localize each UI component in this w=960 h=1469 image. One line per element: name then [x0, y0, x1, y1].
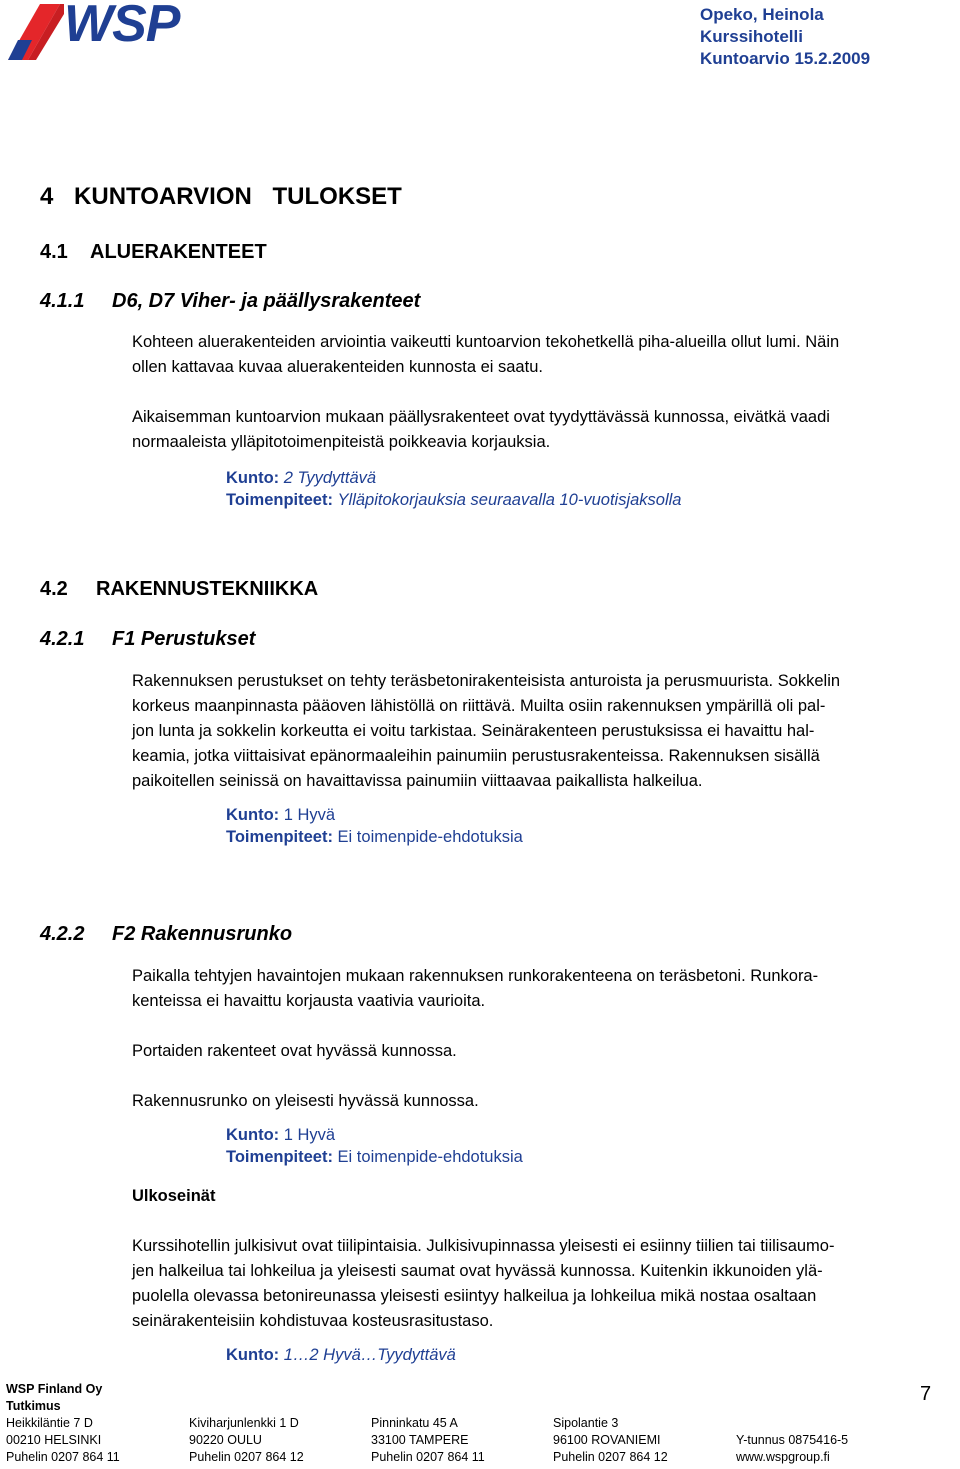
footer-line: Pinninkatu 45 A [371, 1416, 458, 1430]
paragraph [132, 1089, 932, 1114]
page-number: 7 [920, 1383, 932, 1405]
footer-address-rovaniemi [553, 1415, 733, 1466]
condition-summary [226, 1124, 523, 1168]
condition-value: 2 Tyydyttävä [283, 469, 377, 487]
heading-section-4-1-1 [40, 290, 420, 313]
heading-section-4-1 [40, 241, 267, 264]
footer-line: Heikkiläntie 7 D [6, 1416, 93, 1430]
footer-address-tampere [371, 1415, 551, 1466]
actions-label: Toimenpiteet: [226, 1148, 333, 1166]
heading-section-4-2 [40, 578, 318, 601]
heading-title: F2 Rakennusrunko [112, 923, 293, 945]
condition-value: 1 Hyvä [283, 1126, 336, 1144]
actions-label: Toimenpiteet: [226, 491, 333, 509]
heading-section-4-2-2 [40, 923, 292, 946]
heading-number: 4.1.1 [40, 290, 85, 312]
footer-line: 96100 ROVANIEMI [553, 1433, 661, 1447]
text-line: paikoitellen seinissä on havaittavissa painumiin viittaavaa paikallista halkeilua. [132, 772, 703, 790]
heading-number: 4.1 [40, 241, 68, 263]
footer-line [736, 1415, 936, 1432]
condition-label: Kunto: [226, 469, 280, 487]
text-line: Rakennuksen perustukset on tehty teräsbetonirakenteisista anturoista ja perusmuurista. Sokkelin [132, 672, 841, 690]
text-line: Paikalla tehtyjen havaintojen mukaan rakennuksen runkorakenteena on teräsbetoni. Runkora- [132, 967, 819, 985]
heading-number: 4 [40, 183, 54, 210]
footer-line: Puhelin 0207 864 12 [553, 1450, 668, 1464]
footer-line: 00210 HELSINKI [6, 1433, 102, 1447]
actions-label: Toimenpiteet: [226, 828, 333, 846]
heading-number: 4.2 [40, 578, 68, 600]
text-line: seinärakenteisiin kohdistuvaa kosteusrasitustaso. [132, 1312, 494, 1330]
paragraph [132, 669, 932, 794]
text-line: jen halkeilua tai lohkeilua ja yleisesti saumat ovat hyvässä kunnossa. Kuitenkin ikkunoiden ylä- [132, 1262, 823, 1280]
subheading-ulkoseinat: Ulkoseinät [132, 1187, 216, 1205]
paragraph [132, 1234, 932, 1334]
footer-business-id: Y-tunnus 0875416-5 [736, 1433, 849, 1447]
wsp-logo [6, 0, 206, 62]
paragraph [132, 405, 932, 455]
text-line: keamia, jotka viittaisivat epänormaaleihin painumiin perustusrakenteissa. Rakennuksen sisällä [132, 747, 820, 765]
document-header [700, 4, 942, 70]
condition-summary [226, 1344, 456, 1366]
heading-title: RAKENNUSTEKNIIKKA [96, 578, 319, 600]
footer-line: Puhelin 0207 864 11 [371, 1450, 485, 1464]
text-line: Kohteen aluerakenteiden arviointia vaikeutti kuntoarvion tekohetkellä piha-alueilla ollut lumi. Näin [132, 333, 840, 351]
text-line: Rakennusrunko on yleisesti hyvässä kunnossa. [132, 1092, 479, 1110]
condition-summary [226, 467, 681, 511]
footer-address-helsinki [6, 1415, 186, 1466]
condition-label: Kunto: [226, 1126, 280, 1144]
logo-text: WSP [64, 0, 180, 53]
condition-value: 1 Hyvä [283, 806, 336, 824]
heading-title: D6, D7 Viher- ja päällysrakenteet [112, 290, 421, 312]
text-line: Kurssihotellin julkisivut ovat tiilipintaisia. Julkisivupinnassa yleisesti ei esiinny tiilien tai tiilisaumo- [132, 1237, 835, 1255]
footer-company-name: WSP Finland Oy [6, 1382, 103, 1396]
condition-value: 1…2 Hyvä…Tyydyttävä [283, 1346, 456, 1364]
footer-address-oulu [189, 1415, 369, 1466]
text-line: Aikaisemman kuntoarvion mukaan päällysrakenteet ovat tyydyttävässä kunnossa, eivätkä vaadi [132, 408, 830, 426]
footer-line: Puhelin 0207 864 12 [189, 1450, 304, 1464]
paragraph [132, 964, 932, 1014]
wsp-logo-mark-icon [6, 0, 66, 62]
footer-line: 33100 TAMPERE [371, 1433, 469, 1447]
heading-number: 4.2.2 [40, 923, 85, 945]
text-line: ollen kattavaa kuvaa aluerakenteiden kunnosta ei saatu. [132, 358, 543, 376]
footer-company [6, 1381, 102, 1415]
condition-label: Kunto: [226, 1346, 280, 1364]
text-line: korkeus maanpinnasta pääoven lähistöllä on riittävä. Muilta osiin rakennuksen ympärillä oli pal- [132, 697, 826, 715]
text-line: jon lunta ja sokkelin korkeutta ei voitu tarkistaa. Seinärakenteen perustuksissa ei havaittu hal- [132, 722, 815, 740]
footer-line: Puhelin 0207 864 11 [6, 1450, 120, 1464]
header-line-project: Opeko, Heinola [700, 5, 824, 24]
header-line-report: Kuntoarvio 15.2.2009 [700, 49, 871, 68]
paragraph [132, 1039, 932, 1064]
actions-value: Ylläpitokorjauksia seuraavalla 10-vuotisjaksolla [337, 491, 682, 509]
text-line: Portaiden rakenteet ovat hyvässä kunnossa. [132, 1042, 457, 1060]
condition-label: Kunto: [226, 806, 280, 824]
footer-company-info [736, 1415, 936, 1466]
heading-title: KUNTOARVION TULOKSET [74, 183, 402, 210]
heading-title: F1 Perustukset [112, 628, 256, 650]
footer-department: Tutkimus [6, 1399, 61, 1413]
footer-line: Kiviharjunlenkki 1 D [189, 1416, 299, 1430]
footer-line: 90220 OULU [189, 1433, 262, 1447]
header-line-building: Kurssihotelli [700, 27, 803, 46]
footer-website-link[interactable]: www.wspgroup.fi [736, 1450, 830, 1464]
heading-title: ALUERAKENTEET [90, 241, 267, 263]
actions-value: Ei toimenpide-ehdotuksia [337, 1148, 523, 1166]
text-line: normaaleista ylläpitotoimenpiteistä poikkeavia korjauksia. [132, 433, 551, 451]
footer-line: Sipolantie 3 [553, 1416, 619, 1430]
condition-summary [226, 804, 523, 848]
paragraph [132, 330, 932, 380]
actions-value: Ei toimenpide-ehdotuksia [337, 828, 523, 846]
heading-section-4-2-1 [40, 628, 255, 651]
text-line: puolella olevassa betonireunassa yleisesti esiintyy halkeilua ja lohkeilua mikä nostaa osaltaan [132, 1287, 817, 1305]
text-line: kenteissa ei havaittu korjausta vaativia vaurioita. [132, 992, 486, 1010]
heading-number: 4.2.1 [40, 628, 85, 650]
heading-section-4 [40, 183, 402, 211]
